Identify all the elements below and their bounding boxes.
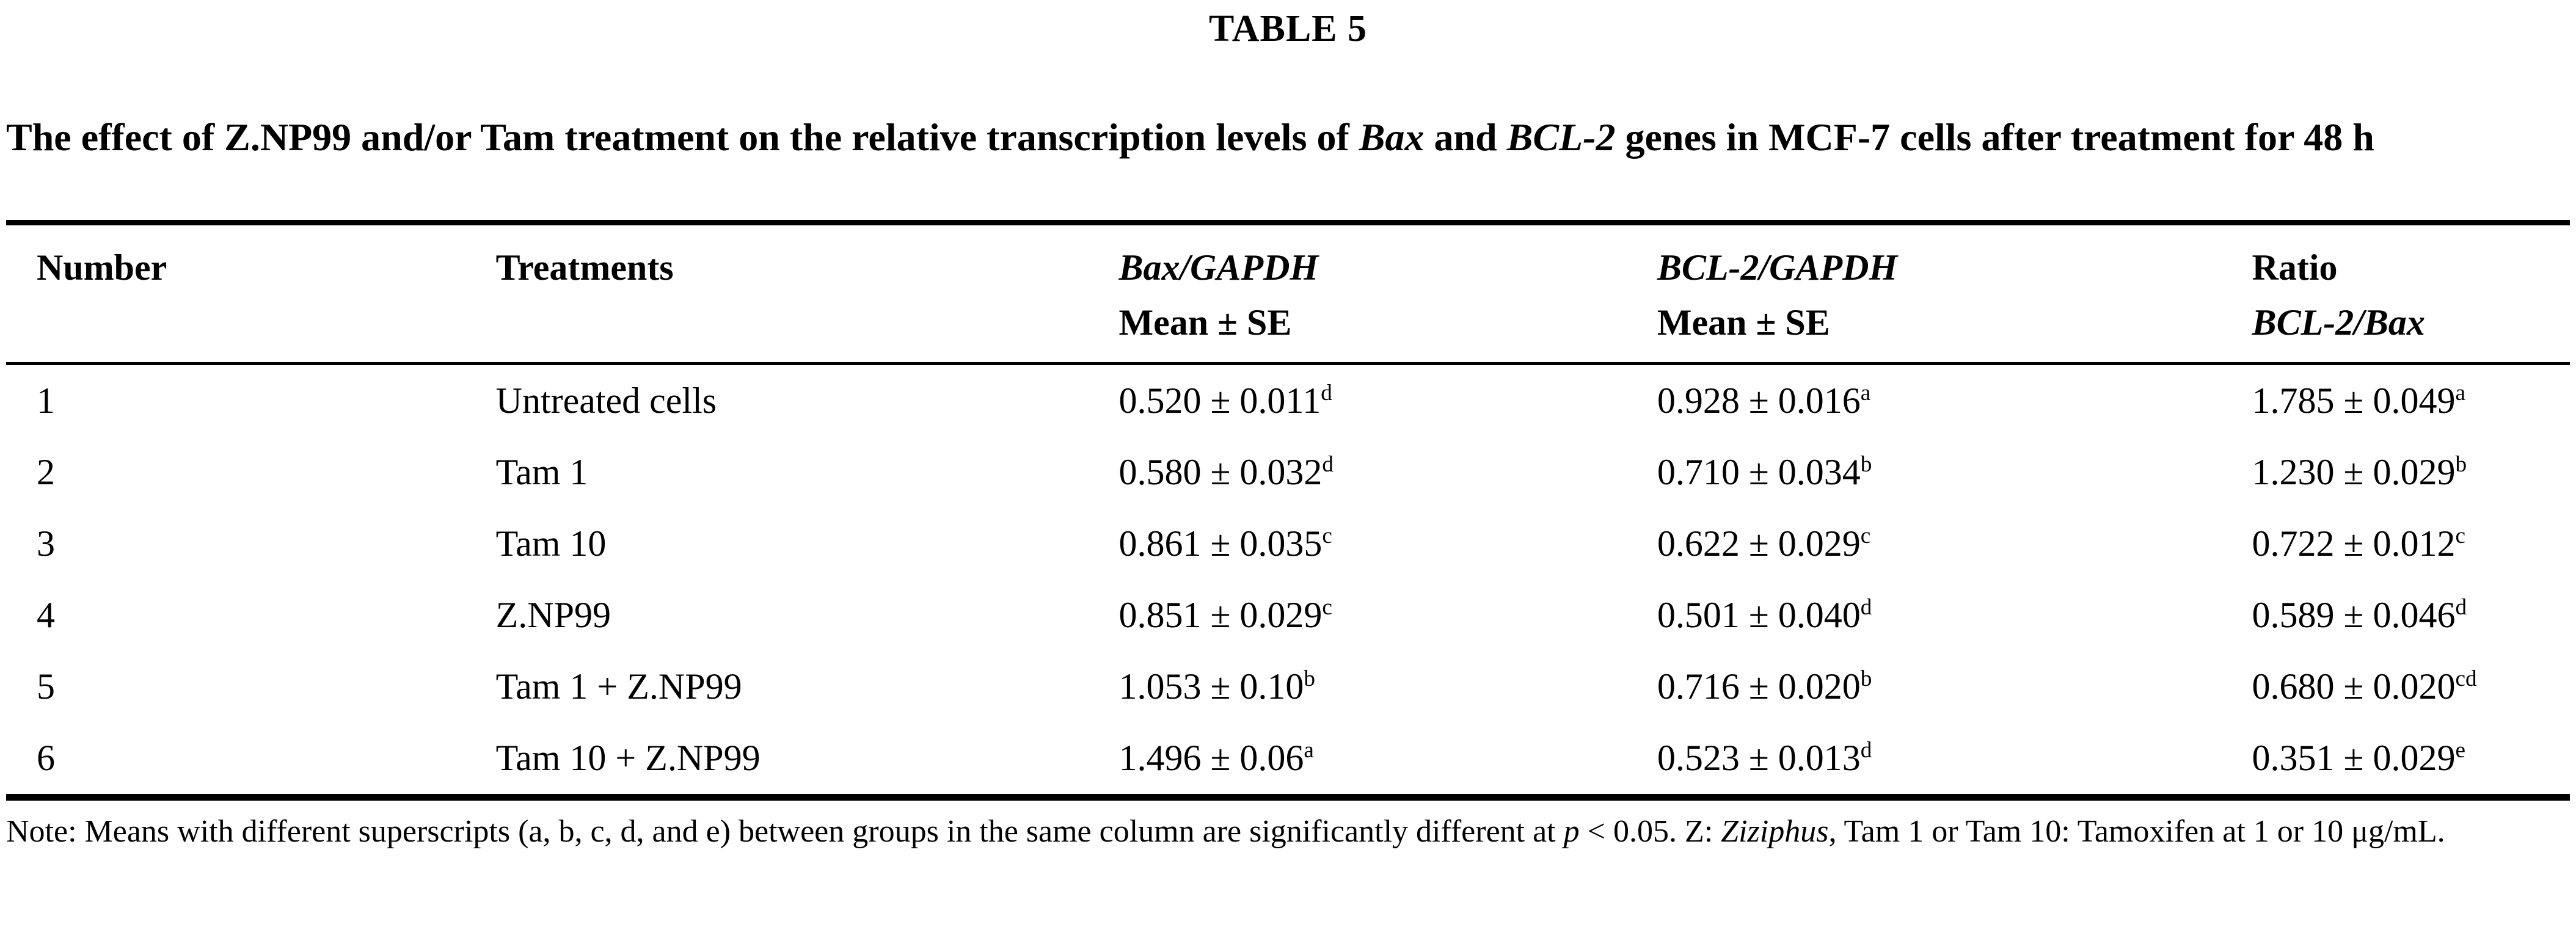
table-body <box>6 363 2570 797</box>
footnote-ziziphus-term: Ziziphus <box>1721 813 1829 849</box>
cell-value: 1.785 ± 0.049 <box>2252 380 2456 421</box>
caption-text-part1: The effect of Z.NP99 and/or Tam treatment on the relative transcription levels of <box>6 115 1359 159</box>
cell-value: 0.928 ± 0.016 <box>1657 380 1861 421</box>
footnote-text-part2: < 0.05. Z: <box>1579 813 1721 849</box>
header-treatments-label: Treatments <box>495 247 674 288</box>
significance-superscript: b <box>1304 666 1316 691</box>
significance-superscript: c <box>1322 594 1332 620</box>
table-row <box>6 363 2570 437</box>
header-treatments <box>496 222 1119 363</box>
cell-bcl2-gapdh <box>1657 722 2252 798</box>
significance-superscript: c <box>2455 523 2465 548</box>
cell-value: 1.496 ± 0.06 <box>1118 737 1304 778</box>
header-number <box>6 222 496 363</box>
footnote-text-part3: , Tam 1 or Tam 10: Tamoxifen at 1 or 10 μg/mL. <box>1828 813 2445 849</box>
cell-bax-gapdh <box>1118 651 1657 722</box>
significance-superscript: b <box>1860 666 1872 691</box>
significance-superscript: d <box>1860 737 1872 763</box>
header-bcl2-gapdh-label: BCL-2/GAPDH <box>1657 247 1898 288</box>
cell-value: 0.622 ± 0.029 <box>1657 523 1861 564</box>
significance-superscript: c <box>1860 523 1871 548</box>
cell-bax-gapdh <box>1118 437 1657 508</box>
significance-superscript: cd <box>2455 666 2477 691</box>
significance-superscript: b <box>1860 451 1872 477</box>
cell-value: 0.351 ± 0.029 <box>2252 737 2456 778</box>
cell-bcl2-gapdh <box>1657 437 2252 508</box>
table-row <box>6 508 2570 580</box>
cell-bax-gapdh <box>1118 722 1657 798</box>
table-row <box>6 437 2570 508</box>
table-header <box>6 222 2570 363</box>
significance-superscript: a <box>1860 380 1871 406</box>
cell-value: 0.523 ± 0.013 <box>1657 737 1861 778</box>
header-bcl2-mean-se-label: Mean ± SE <box>1657 302 1830 343</box>
significance-superscript: c <box>1322 523 1332 548</box>
header-bax-gapdh <box>1118 222 1657 363</box>
cell-bcl2-gapdh <box>1657 651 2252 722</box>
caption-gene-bcl2: BCL-2 <box>1506 115 1616 159</box>
cell-number: 4 <box>37 594 55 635</box>
table-row <box>6 722 2570 798</box>
significance-superscript: d <box>1322 451 1334 477</box>
significance-superscript: e <box>2455 737 2465 763</box>
cell-bax-gapdh <box>1118 363 1657 437</box>
cell-ratio <box>2252 508 2570 580</box>
cell-treatment: Tam 10 + Z.NP99 <box>495 737 761 778</box>
cell-value: 0.589 ± 0.046 <box>2252 594 2456 635</box>
significance-superscript: d <box>1860 594 1872 620</box>
cell-value: 0.520 ± 0.011 <box>1118 380 1321 421</box>
cell-number: 1 <box>37 380 55 421</box>
cell-ratio <box>2252 437 2570 508</box>
table-row <box>6 651 2570 722</box>
cell-bcl2-gapdh <box>1657 363 2252 437</box>
cell-value: 0.722 ± 0.012 <box>2252 523 2456 564</box>
cell-ratio <box>2252 580 2570 651</box>
footnote-p-value-symbol: p <box>1563 813 1580 849</box>
cell-bcl2-gapdh <box>1657 508 2252 580</box>
header-ratio-bcl2-bax-label: BCL-2/Bax <box>2252 302 2425 343</box>
cell-number: 5 <box>37 666 55 707</box>
caption-text-part2: genes in MCF-7 cells after treatment for 48 h <box>1615 115 2374 159</box>
cell-value: 0.851 ± 0.029 <box>1118 594 1323 635</box>
table-footnote <box>6 810 2570 853</box>
cell-value: 0.861 ± 0.035 <box>1118 523 1323 564</box>
significance-superscript: d <box>2455 594 2467 620</box>
cell-bax-gapdh <box>1118 508 1657 580</box>
caption-gene-bax: Bax <box>1359 115 1425 159</box>
cell-bcl2-gapdh <box>1657 580 2252 651</box>
cell-bax-gapdh <box>1118 580 1657 651</box>
cell-treatment: Tam 1 <box>495 451 588 492</box>
cell-ratio <box>2252 651 2570 722</box>
cell-number: 2 <box>37 451 55 492</box>
cell-value: 1.230 ± 0.029 <box>2252 451 2456 492</box>
header-ratio <box>2252 222 2570 363</box>
cell-value: 0.710 ± 0.034 <box>1657 451 1861 492</box>
cell-treatment: Z.NP99 <box>495 594 611 635</box>
cell-ratio <box>2252 363 2570 437</box>
results-table <box>6 220 2570 801</box>
cell-value: 0.580 ± 0.032 <box>1118 451 1323 492</box>
caption-text-joiner: and <box>1424 115 1507 159</box>
significance-superscript: a <box>2455 380 2465 406</box>
significance-superscript: a <box>1304 737 1314 763</box>
header-row <box>6 222 2570 363</box>
significance-superscript: b <box>2455 451 2467 477</box>
footnote-text-part1: Note: Means with different superscripts (a, b, c, d, and e) between groups in the same column are significantly different at <box>6 813 1564 849</box>
cell-value: 0.680 ± 0.020 <box>2252 666 2456 707</box>
cell-ratio <box>2252 722 2570 798</box>
table-caption <box>6 109 2566 166</box>
header-bax-gapdh-label: Bax/GAPDH <box>1118 247 1319 288</box>
header-bcl2-gapdh <box>1657 222 2252 363</box>
table-row <box>6 580 2570 651</box>
significance-superscript: d <box>1321 380 1332 406</box>
cell-treatment: Tam 1 + Z.NP99 <box>495 666 742 707</box>
header-ratio-label: Ratio <box>2252 247 2338 288</box>
cell-value: 0.501 ± 0.040 <box>1657 594 1861 635</box>
cell-treatment: Untreated cells <box>495 380 717 421</box>
cell-treatment: Tam 10 <box>495 523 607 564</box>
table-number-title: TABLE 5 <box>1208 8 1368 49</box>
cell-value: 0.716 ± 0.020 <box>1657 666 1861 707</box>
header-number-label: Number <box>37 247 167 288</box>
cell-value: 1.053 ± 0.10 <box>1118 666 1304 707</box>
cell-number: 6 <box>37 737 55 778</box>
cell-number: 3 <box>37 523 55 564</box>
header-bax-mean-se-label: Mean ± SE <box>1118 302 1292 343</box>
